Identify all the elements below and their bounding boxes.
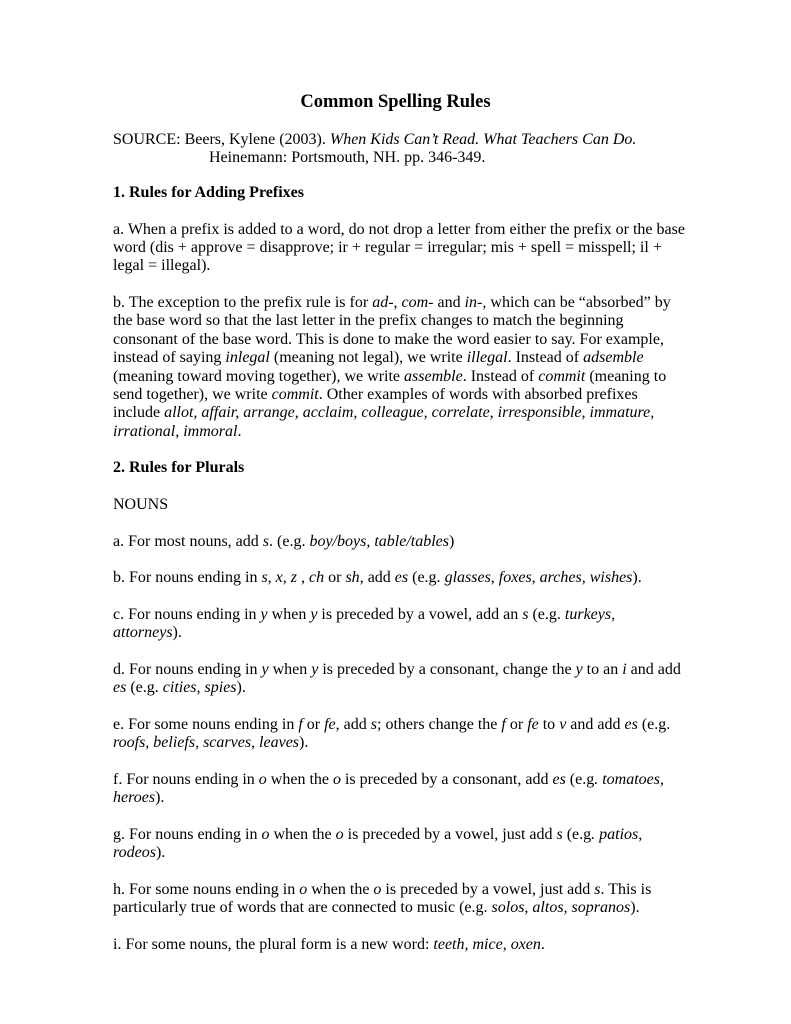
italic-text: f — [501, 715, 506, 733]
text-run: b. The exception to the prefix rule is for — [113, 294, 373, 311]
italic-text: glasses, foxes, arches, wishes — [444, 569, 633, 587]
text-run: is preceded by a vowel, just add — [343, 825, 557, 843]
text-run: g. For nouns ending in — [113, 825, 262, 843]
italic-text: o — [299, 880, 308, 898]
italic-text: y — [311, 660, 319, 678]
text-run: . This is particularly true of words that are connected to music (e.g. — [113, 880, 652, 917]
text-run: , add — [335, 715, 371, 733]
italic-text: es — [113, 679, 127, 697]
text-run: (e.g. — [528, 605, 565, 623]
italic-text: v — [559, 715, 567, 733]
italic-text: ch — [309, 569, 325, 587]
italic-text: es — [624, 715, 638, 733]
text-run: ). — [236, 679, 246, 697]
text-run: . Instead of — [462, 367, 539, 385]
italic-text: commit — [538, 367, 586, 385]
paragraph — [113, 661, 685, 698]
italic-text: y — [575, 660, 583, 678]
paragraph — [113, 936, 685, 954]
section-heading — [113, 459, 685, 477]
text-run: and add — [626, 660, 681, 678]
italic-text: o — [373, 880, 382, 898]
italic-text: s — [522, 605, 529, 623]
section-heading — [113, 184, 685, 202]
italic-text: in- — [464, 294, 483, 311]
text-run: (meaning toward moving together), we write — [113, 367, 405, 385]
italic-text: assemble — [404, 367, 463, 385]
paragraph — [113, 716, 685, 753]
text-run: is preceded by a consonant, change the — [318, 660, 576, 678]
text-run: to — [538, 715, 560, 733]
text-run: , — [297, 569, 310, 587]
text-run: when — [268, 660, 312, 678]
paragraph — [113, 881, 685, 918]
text-run: ; others change the — [377, 715, 502, 733]
text-run: , add — [359, 569, 395, 587]
paragraph — [113, 496, 685, 514]
italic-text: cities, spies — [162, 679, 237, 697]
text-run: (e.g. — [408, 569, 445, 587]
italic-text: fe — [324, 715, 336, 733]
text-run: b. For nouns ending in — [113, 569, 262, 587]
text-run: is preceded by a consonant, add — [340, 770, 553, 788]
source-citation — [113, 131, 693, 168]
italic-text: o — [335, 825, 344, 843]
paragraph — [113, 569, 685, 587]
text-run: i. For some nouns, the plural form is a new word: — [113, 935, 434, 953]
italic-text: sh — [345, 569, 360, 587]
italic-text: teeth, mice, oxen — [433, 935, 541, 953]
italic-text: ad- — [372, 294, 394, 311]
text-run: . — [540, 935, 545, 953]
italic-text: s — [262, 532, 270, 550]
italic-text: y — [261, 660, 269, 678]
source-line-2: Heinemann: Portsmouth, NH. pp. 346-349. — [209, 149, 486, 167]
text-run: , which can be “absorbed” by the base word so that the last letter in the prefix changes to match the beginning consonant of the base word. This is done to make the word easier to say. For example, instead of saying — [113, 294, 671, 367]
text-run: , — [393, 294, 402, 311]
italic-text: o — [258, 770, 267, 788]
italic-text: es — [394, 569, 409, 587]
italic-text: o — [332, 770, 341, 788]
italic-text: . tomatoes, heroes — [113, 770, 665, 807]
text-run: c. For nouns ending in — [113, 605, 261, 623]
text-run: (e.g — [565, 770, 595, 788]
italic-text: illegal — [466, 349, 508, 367]
text-run: is preceded by a vowel, add an — [317, 605, 523, 623]
text-run: (meaning not legal), we write — [269, 349, 467, 367]
italic-text: allot, affair, arrange, acclaim, colleague, correlate, irresponsible, immature, irrational, immoral — [113, 404, 655, 440]
italic-text: fe — [527, 715, 539, 733]
italic-text: es — [552, 770, 566, 788]
text-run: . Instead of — [507, 349, 584, 367]
paragraph — [113, 826, 685, 863]
text-run: 2. Rules for Plurals — [113, 459, 245, 477]
paragraph — [113, 606, 685, 643]
italic-text: com- — [401, 294, 434, 311]
document-body — [113, 184, 685, 972]
document-title: Common Spelling Rules — [300, 92, 491, 112]
text-run: NOUNS — [113, 496, 169, 514]
italic-text: s — [594, 880, 601, 898]
italic-text: solos, altos, sopranos — [491, 899, 631, 917]
italic-text: adsemble — [583, 349, 644, 367]
text-run: h. For some nouns ending in — [113, 880, 300, 898]
text-run: ). — [632, 569, 642, 587]
text-run: ). — [155, 844, 166, 862]
italic-text: turkeys, attorneys — [113, 605, 616, 642]
paragraph — [113, 771, 685, 808]
italic-text: . patios, rodeos — [113, 825, 643, 862]
italic-text: When Kids Can’t Read. What Teachers Can Do. — [329, 131, 637, 148]
italic-text: y — [260, 605, 268, 623]
text-run: d. For nouns ending in — [113, 660, 262, 678]
text-run: ) — [448, 532, 455, 550]
italic-text: i — [622, 660, 627, 678]
paragraph — [113, 294, 685, 441]
text-run: or — [302, 715, 325, 733]
text-run: when the — [269, 825, 336, 843]
text-run: ). — [155, 789, 165, 807]
text-run: SOURCE: Beers, Kylene (2003). — [113, 131, 330, 148]
text-run: when the — [307, 880, 374, 898]
text-run: and — [433, 294, 465, 311]
text-run: (e.g. — [637, 715, 671, 733]
italic-text: o — [261, 825, 270, 843]
text-run: . (e.g. — [269, 532, 310, 550]
text-run: when the — [266, 770, 333, 788]
italic-text: inlegal — [225, 349, 270, 367]
italic-text: boy/boys, table/tables — [309, 532, 449, 550]
text-run: or — [505, 715, 528, 733]
text-run: . — [237, 422, 242, 440]
paragraph — [113, 221, 685, 276]
text-run: f. For nouns ending in — [113, 770, 259, 788]
source-line-1 — [113, 131, 693, 149]
text-run: is preceded by a vowel, just add — [381, 880, 595, 898]
text-run: ). — [172, 624, 182, 642]
text-run: when — [267, 605, 311, 623]
text-run: a. For most nouns, add — [113, 532, 263, 550]
text-run: (e.g — [562, 825, 592, 843]
text-run: (meaning to send together), we write — [113, 367, 667, 404]
text-run: to an — [582, 660, 623, 678]
text-run: a. When a prefix is added to a word, do not drop a letter from either the prefix or the base word (dis + approve = disapprove; ir + regular = irregular; mis + spell = misspell; il + legal = illegal). — [113, 220, 685, 275]
italic-text: roofs, beliefs, scarves, leaves — [113, 734, 300, 752]
italic-text: f — [298, 715, 303, 733]
italic-text: s — [556, 825, 563, 843]
text-run: or — [324, 569, 346, 587]
italic-text: s, x, z — [261, 569, 298, 587]
text-run: ). — [299, 734, 309, 752]
italic-text: s — [370, 715, 377, 733]
text-run: ). — [630, 899, 640, 917]
text-run: e. For some nouns ending in — [113, 715, 299, 733]
italic-text: y — [310, 605, 318, 623]
text-run: 1. Rules for Adding Prefixes — [113, 184, 304, 201]
text-run: and add — [566, 715, 625, 733]
text-run: . Other examples of words with absorbed prefixes include — [113, 386, 638, 422]
text-run: (e.g. — [126, 679, 163, 697]
italic-text: commit — [271, 386, 319, 404]
paragraph — [113, 533, 685, 551]
